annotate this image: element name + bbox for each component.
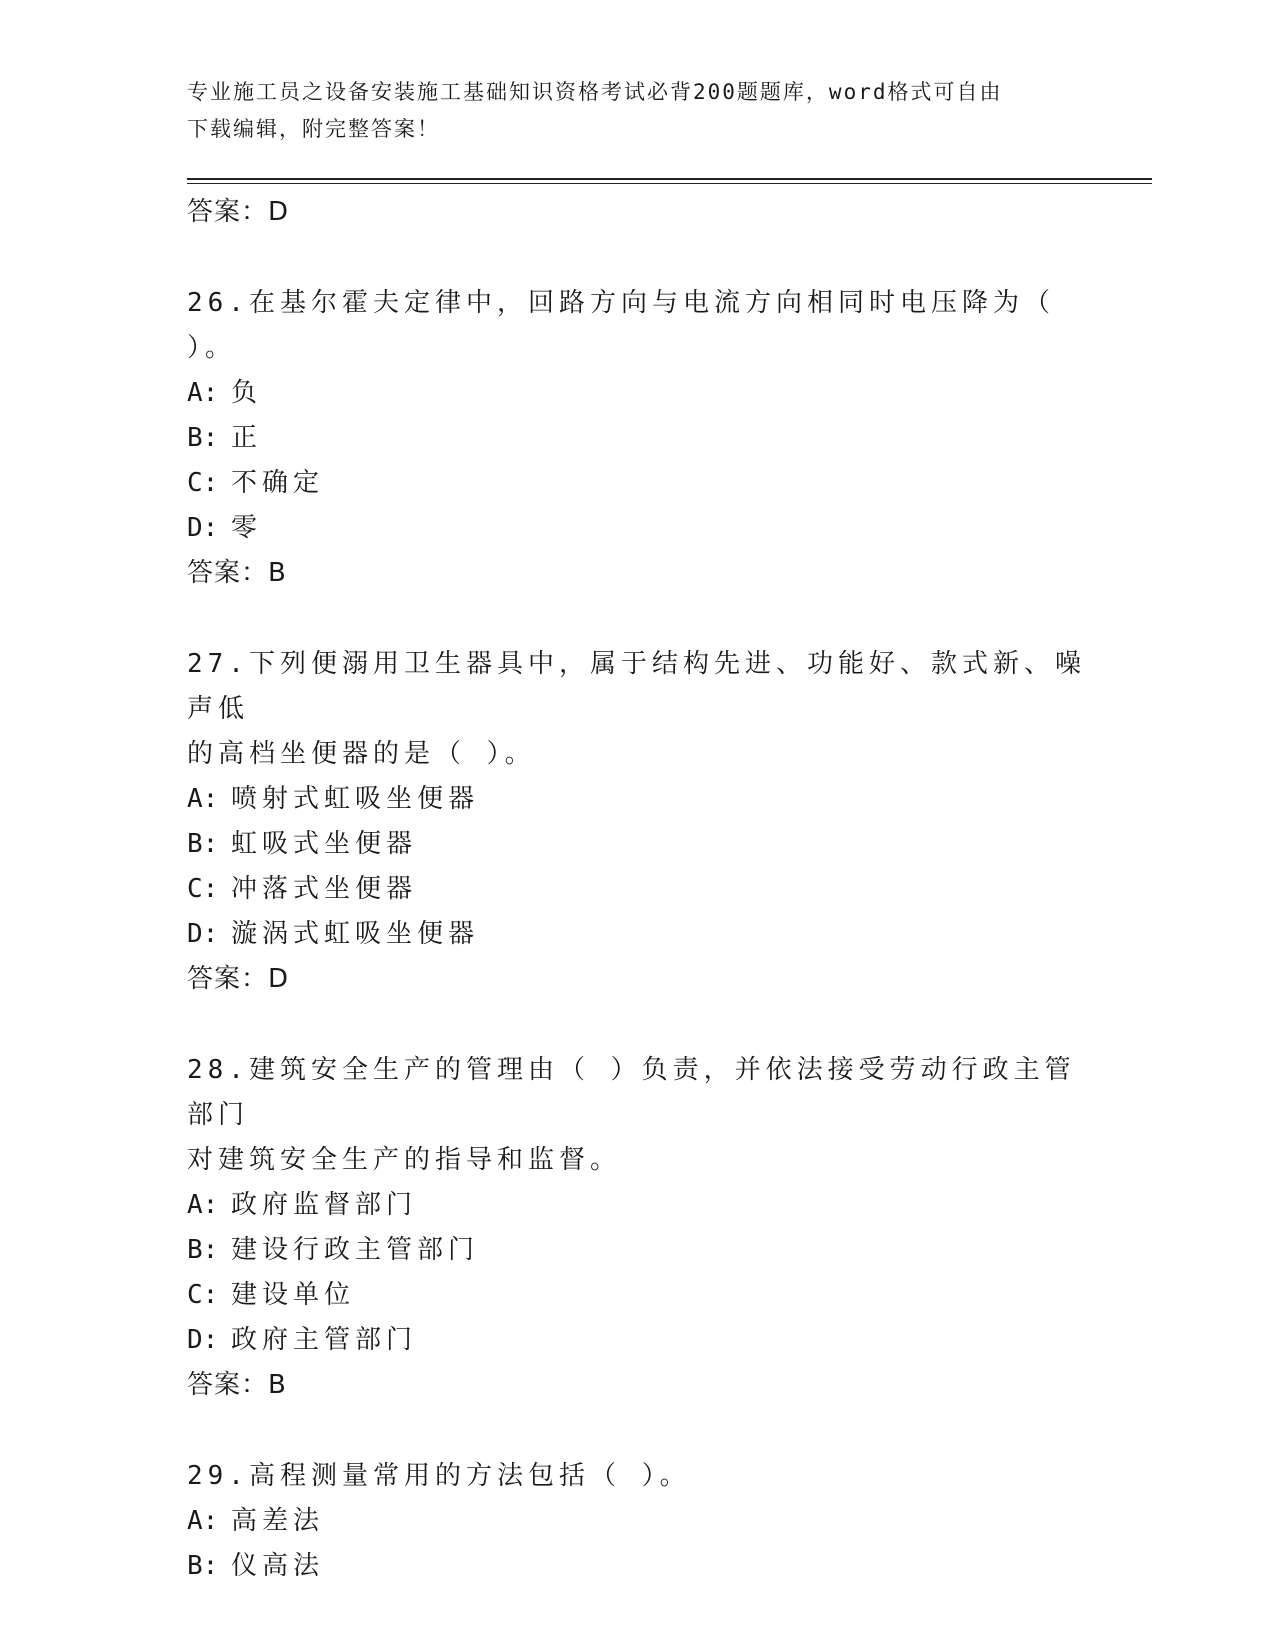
option-text: 冲落式坐便器: [231, 874, 418, 904]
question-block: [187, 281, 1087, 596]
option-d: [187, 506, 1087, 551]
option-key: A:: [187, 1506, 219, 1536]
question-line: 26.在基尔霍夫定律中，回路方向与电流方向相同时电压降为（ ）。: [187, 288, 1055, 363]
option-text: 正: [231, 423, 263, 453]
question-stem: [187, 281, 1087, 371]
option-key: C:: [187, 468, 219, 498]
option-c: [187, 461, 1087, 506]
option-b: [187, 416, 1087, 461]
option-key: B:: [187, 1551, 219, 1581]
question-block: [187, 642, 1087, 1002]
option-d: [187, 1318, 1087, 1363]
option-text: 政府主管部门: [231, 1325, 418, 1355]
header-line-1: 专业施工员之设备安装施工基础知识资格考试必背200题题库，word格式可自由: [187, 80, 1003, 104]
answer-line: 答案：D: [187, 197, 290, 227]
answer-line: 答案：B: [187, 1370, 287, 1400]
option-key: A:: [187, 1190, 219, 1220]
option-text: 高差法: [231, 1506, 325, 1536]
header-divider-thin: [187, 183, 1152, 184]
question-line: 29.高程测量常用的方法包括（ ）。: [187, 1461, 691, 1491]
answer-line: 答案：D: [187, 964, 290, 994]
option-key: D:: [187, 513, 219, 543]
question-stem: [187, 1048, 1087, 1183]
option-text: 不确定: [231, 468, 325, 498]
option-key: C:: [187, 874, 219, 904]
option-text: 建设单位: [231, 1280, 356, 1310]
question-block: [187, 1454, 1087, 1589]
option-a: [187, 1183, 1087, 1228]
option-key: D:: [187, 1325, 219, 1355]
option-a: [187, 777, 1087, 822]
header-line-2: 下载编辑，附完整答案！: [187, 117, 440, 141]
option-b: [187, 1228, 1087, 1273]
option-c: [187, 1273, 1087, 1318]
option-key: B:: [187, 829, 219, 859]
option-text: 仪高法: [231, 1551, 325, 1581]
option-key: A:: [187, 784, 219, 814]
option-a: [187, 1499, 1087, 1544]
option-b: [187, 822, 1087, 867]
question-line: 对建筑安全生产的指导和监督。: [187, 1145, 622, 1175]
option-key: C:: [187, 1280, 219, 1310]
option-c: [187, 867, 1087, 912]
option-d: [187, 912, 1087, 957]
option-text: 喷射式虹吸坐便器: [231, 784, 480, 814]
option-text: 政府监督部门: [231, 1190, 418, 1220]
option-text: 虹吸式坐便器: [231, 829, 418, 859]
option-key: A:: [187, 378, 219, 408]
question-line: 27.下列便溺用卫生器具中，属于结构先进、功能好、款式新、噪声低: [187, 649, 1086, 724]
option-b: [187, 1544, 1087, 1589]
option-key: B:: [187, 1235, 219, 1265]
document-header: [187, 74, 1067, 148]
question-block: [187, 1048, 1087, 1408]
option-key: B:: [187, 423, 219, 453]
option-text: 负: [231, 378, 263, 408]
option-a: [187, 371, 1087, 416]
answer-line: 答案：B: [187, 558, 287, 588]
question-line: 28.建筑安全生产的管理由（ ）负责，并依法接受劳动行政主管部门: [187, 1055, 1076, 1130]
question-stem: [187, 1454, 1087, 1499]
option-key: D:: [187, 919, 219, 949]
header-divider-thick: [187, 178, 1152, 180]
option-text: 建设行政主管部门: [231, 1235, 480, 1265]
question-list: [187, 190, 1087, 1589]
question-line: 的高档坐便器的是（ ）。: [187, 739, 536, 769]
option-text: 漩涡式虹吸坐便器: [231, 919, 480, 949]
question-stem: [187, 642, 1087, 777]
option-text: 零: [231, 513, 263, 543]
